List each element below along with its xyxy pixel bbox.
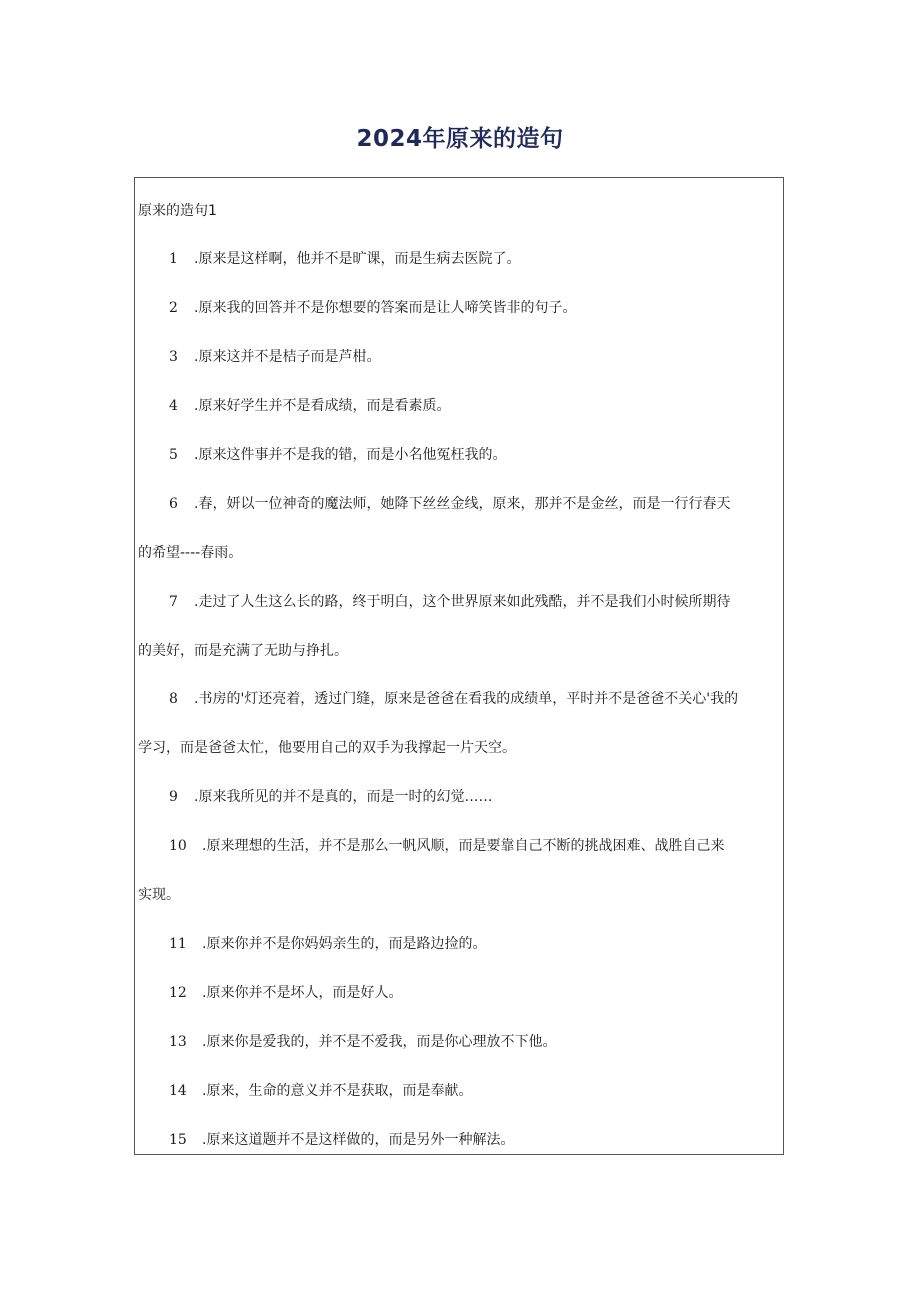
list-item [135, 347, 783, 367]
item-first-line [135, 934, 783, 954]
item-number: 6 [169, 496, 178, 512]
item-text: .原来理想的生活，并不是那么一帆风顺，而是要靠自己不断的挑战困难、战胜自己来 [202, 838, 725, 854]
item-number: 11 [169, 936, 187, 952]
list-item [135, 983, 783, 1003]
item-first-line [135, 1130, 783, 1150]
document-title: 2024年原来的造句 [356, 126, 564, 152]
list-item [135, 934, 783, 954]
item-number: 2 [169, 300, 178, 316]
item-number: 7 [169, 594, 178, 610]
list-item [135, 494, 783, 563]
item-number: 12 [169, 985, 187, 1001]
section-heading: 原来的造句1 [138, 203, 217, 219]
item-text: .原来这道题并不是这样做的，而是另外一种解法。 [202, 1132, 515, 1148]
item-first-line [135, 347, 783, 367]
item-number: 8 [169, 691, 178, 707]
item-first-line [135, 445, 783, 465]
content-box [134, 177, 784, 1155]
item-continuation: 的美好，而是充满了无助与挣扎。 [138, 643, 348, 659]
item-first-line [135, 592, 783, 612]
list-item [135, 836, 783, 905]
item-text: .原来，生命的意义并不是获取，而是奉献。 [202, 1083, 473, 1099]
item-number: 10 [169, 838, 187, 854]
item-text: .原来你是爱我的，并不是不爱我，而是你心理放不下他。 [202, 1034, 557, 1050]
item-number: 15 [169, 1132, 187, 1148]
item-number: 1 [169, 251, 178, 267]
list-item [135, 1081, 783, 1101]
list-item [135, 249, 783, 269]
item-continuation: 的希望----春雨。 [138, 545, 243, 561]
item-text: .原来你并不是你妈妈亲生的，而是路边捡的。 [202, 936, 487, 952]
list-item [135, 1032, 783, 1052]
item-first-line [135, 494, 783, 514]
item-continuation: 学习，而是爸爸太忙，他要用自己的双手为我撑起一片天空。 [138, 740, 516, 756]
list-item [135, 787, 783, 807]
item-text: .书房的'灯还亮着，透过门缝，原来是爸爸在看我的成绩单，平时并不是爸爸不关心'我的 [194, 691, 739, 707]
item-first-line [135, 689, 783, 709]
item-text: .走过了人生这么长的路，终于明白，这个世界原来如此残酷，并不是我们小时候所期待 [194, 594, 731, 610]
item-text: .原来你并不是坏人，而是好人。 [202, 985, 403, 1001]
item-number: 13 [169, 1034, 187, 1050]
item-first-line [135, 1081, 783, 1101]
item-first-line [135, 396, 783, 416]
item-text: .原来这件事并不是我的错，而是小名他冤枉我的。 [194, 447, 507, 463]
item-text: .原来这并不是桔子而是芦柑。 [194, 349, 381, 365]
list-item [135, 1130, 783, 1150]
list-item [135, 689, 783, 758]
item-text: .原来好学生并不是看成绩，而是看素质。 [194, 398, 451, 414]
item-first-line [135, 787, 783, 807]
item-text: .春，妍以一位神奇的魔法师，她降下丝丝金线，原来，那并不是金丝，而是一行行春天 [194, 496, 731, 512]
item-number: 5 [169, 447, 178, 463]
item-first-line [135, 836, 783, 856]
list-item [135, 592, 783, 661]
item-first-line [135, 1032, 783, 1052]
item-text: .原来我的回答并不是你想要的答案而是让人啼笑皆非的句子。 [194, 300, 577, 316]
list-item [135, 445, 783, 465]
item-first-line [135, 298, 783, 318]
item-number: 4 [169, 398, 178, 414]
item-first-line [135, 983, 783, 1003]
list-item [135, 298, 783, 318]
item-number: 3 [169, 349, 178, 365]
item-number: 9 [169, 789, 178, 805]
item-number: 14 [169, 1083, 187, 1099]
item-continuation: 实现。 [138, 887, 180, 903]
item-text: .原来我所见的并不是真的，而是一时的幻觉…… [194, 789, 493, 805]
list-item [135, 396, 783, 416]
item-first-line [135, 249, 783, 269]
item-text: .原来是这样啊，他并不是旷课，而是生病去医院了。 [194, 251, 521, 267]
